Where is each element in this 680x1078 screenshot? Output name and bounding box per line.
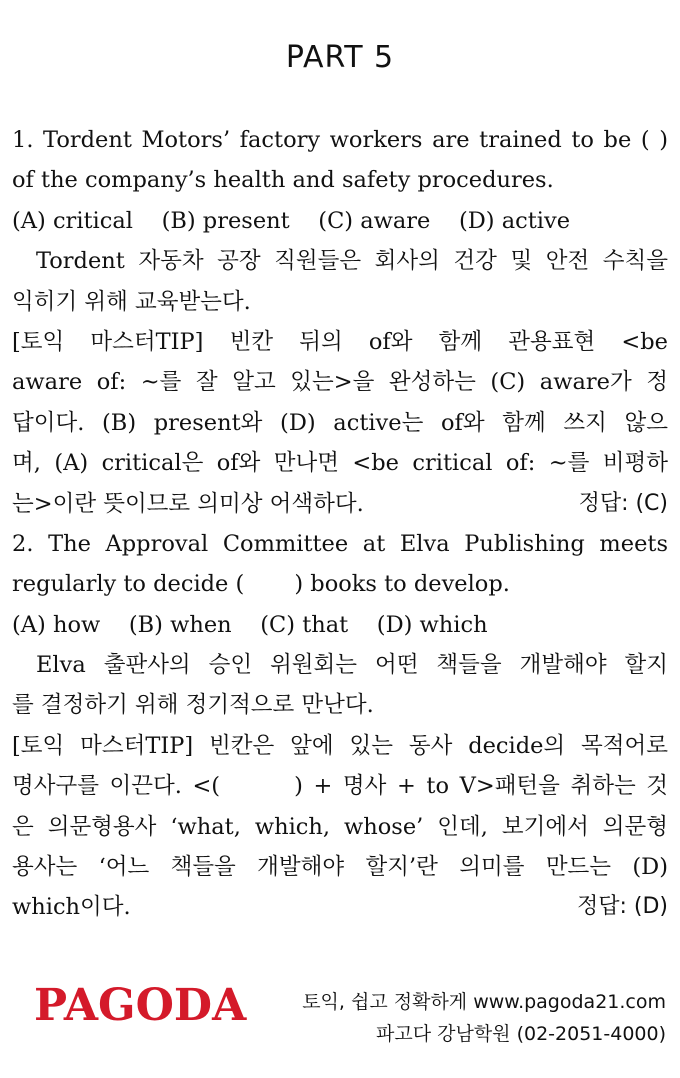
- footer-contact: 파고다 강남학원 (02-2051-4000): [376, 1023, 666, 1045]
- q1-answer: 정답: (C): [578, 490, 668, 516]
- q2-tip-line-2: 명사구를 이끈다. <( ) + 명사 + to V>패턴을 취하는 것: [12, 773, 668, 800]
- q2-translation-line-1: Elva 출판사의 승인 위원회는 어떤 책들을 개발해야 할지: [36, 652, 668, 679]
- q2-tip-line-5: which이다.: [12, 894, 131, 921]
- q1-tip-line-2: aware of: ~를 잘 알고 있는>을 완성하는 (C) aware가 정: [12, 369, 668, 396]
- q2-tip-last-row: [12, 887, 668, 927]
- q2-answer: 정답: (D): [576, 894, 668, 920]
- content-body: [12, 120, 668, 928]
- q1-question-line-2: of the company’s health and safety procedures.: [12, 167, 554, 194]
- q1-question-line-1: 1. Tordent Motors’ factory workers are trained to be ( ): [12, 127, 668, 153]
- q2-tip-line-3: 은 의문형용사 ‘what, which, whose’ 인데, 보기에서 의문형: [12, 813, 668, 840]
- q1-tip-line-4: 며, (A) critical은 of와 만나면 <be critical of: ~를 비평하: [12, 450, 668, 477]
- q2-question-line-2: regularly to decide ( ) books to develop.: [12, 571, 510, 598]
- q1-options: (A) critical (B) present (C) aware (D) active: [12, 207, 571, 234]
- q1-tip-last-row: [12, 484, 668, 524]
- q2-question-line-1: 2. The Approval Committee at Elva Publishing meets: [12, 530, 668, 557]
- q1-tip-line-5: 는>이란 뜻이므로 의미상 어색하다.: [12, 490, 364, 517]
- pagoda-logo: PAGODA: [34, 980, 247, 1031]
- q1-tip-line-1: [토익 마스터TIP] 빈칸 뒤의 of와 함께 관용표현 <be: [12, 328, 668, 355]
- q2-tip-line-4: 용사는 ‘어느 책들을 개발해야 할지’란 의미를 만드는 (D): [12, 854, 668, 881]
- q1-translation-line-2: 익히기 위해 교육받는다.: [12, 288, 251, 315]
- q2-translation-line-2: 를 결정하기 위해 정기적으로 만난다.: [12, 692, 374, 719]
- footer-tagline: 토익, 쉽고 정확하게 www.pagoda21.com: [302, 991, 666, 1013]
- footer-info: [302, 986, 666, 1050]
- q2-tip-line-1: [토익 마스터TIP] 빈칸은 앞에 있는 동사 decide의 목적어로: [12, 732, 668, 759]
- q2-options: (A) how (B) when (C) that (D) which: [12, 611, 488, 638]
- q1-tip-line-3: 답이다. (B) present와 (D) active는 of와 함께 쓰지 않으: [12, 409, 668, 436]
- page-title: PART 5: [285, 40, 395, 75]
- q1-translation-line-1: Tordent 자동차 공장 직원들은 회사의 건강 및 안전 수칙을: [36, 248, 668, 275]
